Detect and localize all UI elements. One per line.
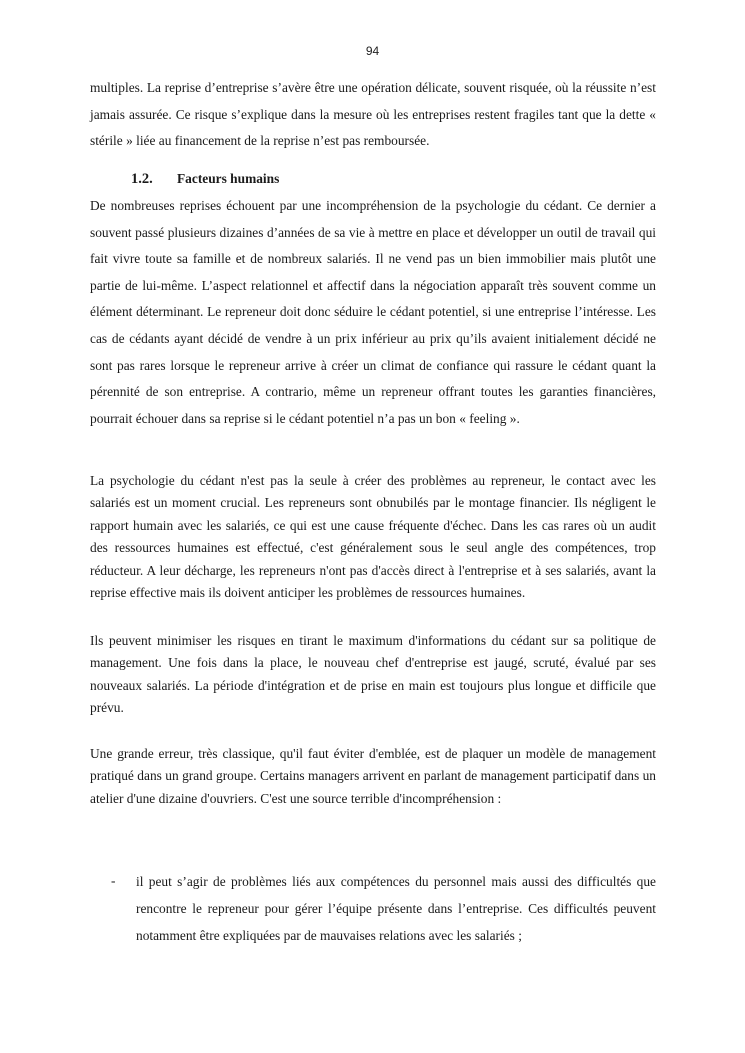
paragraph-management-error: Une grande erreur, très classique, qu'il faut éviter d'emblée, est de plaquer un modèle de management pratiqué dans un grand groupe. Certains managers arrivent en parlant de management participatif dans un atelier d'une dizaine d'ouvriers. C'est une source terrible d'incompréhension : [90, 746, 656, 806]
section-title: Facteurs humains [177, 171, 280, 186]
bullet-marker: - [111, 873, 116, 888]
page-number: 94 [365, 44, 380, 58]
paragraph-salaries-contact: La psychologie du cédant n'est pas la seule à créer des problèmes au repreneur, le contact avec les salariés est un moment crucial. Les repreneurs sont obnubilés par le montage financier. Ils négligent le rapport humain avec les salariés, ce qui est une cause fréquente d'échec. Dans les cas rares où un audit des ressources humaines est effectué, c'est généralement sous le seul angle des compétences, trop réducteur. A leur décharge, les repreneurs n'ont pas d'accès direct à l'entreprise et à ses salariés, avant la reprise effective mais ils doivent anticiper les problèmes de ressources humaines. [90, 473, 656, 601]
paragraph-psychology-cedant: De nombreuses reprises échouent par une incompréhension de la psychologie du cédant. Ce dernier a souvent passé plusieurs dizaines d’années de sa vie à mettre en place et développer un outil de travail qui fait vivre toute sa famille et de nombreux salariés. Il ne vend pas un bien immobilier mais plutôt une partie de lui-même. L’aspect relationnel et affectif dans la négociation apparaît très souvent comme un élément déterminant. Le repreneur doit donc séduire le cédant potentiel, si une entreprise l’intéresse. Les cas de cédants ayant décidé de vendre à un prix inférieur au prix qu’ils avaient initialement décidé ne sont pas rares lorsque le repreneur arrive à créer un climat de confiance qui rassure le cédant quant la pérennité de son entreprise. A contrario, même un repreneur offrant toutes les garanties financières, pourrait échouer dans sa reprise si le cédant potentiel n’a pas un bon « feeling ». [90, 198, 656, 426]
section-number: 1.2. [131, 171, 153, 187]
bullet-item: il peut s’agir de problèmes liés aux compétences du personnel mais aussi des difficultés que rencontre le repreneur pour gérer l’équipe présente dans l’entreprise. Ces difficultés peuvent notamment être expliquées par de mauvaises relations avec les salariés ; [136, 874, 656, 943]
paragraph-minimize-risks: Ils peuvent minimiser les risques en tirant le maximum d'informations du cédant sur sa politique de management. Une fois dans la place, le nouveau chef d'entreprise est jaugé, scruté, évalué par ses nouveaux salariés. La période d'intégration et de prise en main est toujours plus longue et difficile que prévu. [90, 633, 656, 716]
paragraph-intro: multiples. La reprise d’entreprise s’avère être une opération délicate, souvent risquée, où la réussite n’est jamais assurée. Ce risque s’explique dans la mesure où les entreprises restent fragiles tant que la dette « stérile » liée au financement de la reprise n’est pas remboursée. [90, 80, 656, 149]
section-heading [131, 171, 279, 188]
